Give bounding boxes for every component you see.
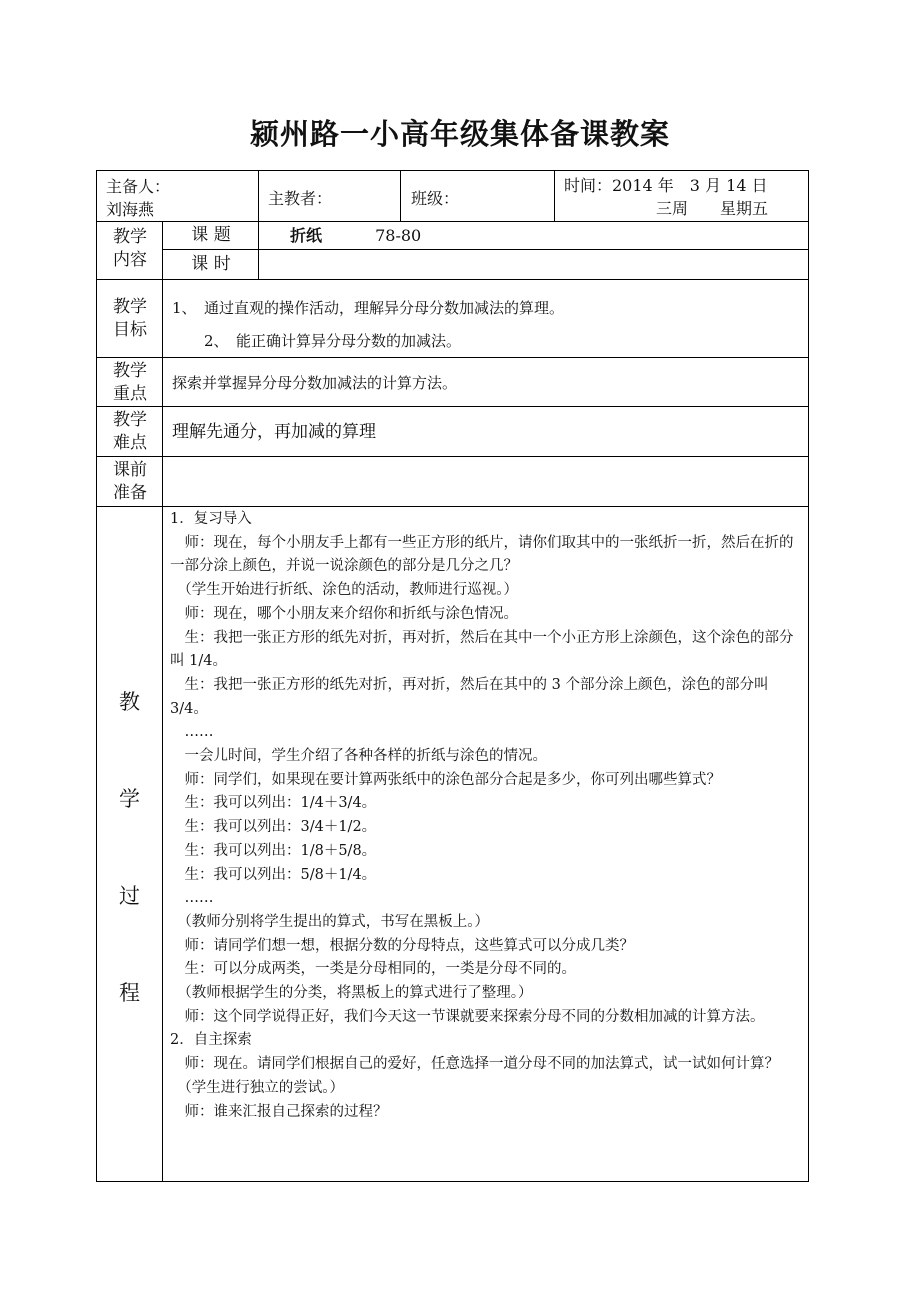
col-divider: [162, 221, 163, 1182]
process-paragraph: 生：我可以列出：1/4＋3/4。: [170, 795, 377, 812]
process-paragraph: （学生开始进行折纸、涂色的活动，教师进行巡视。）: [170, 582, 518, 599]
process-paragraph: 一会儿时间，学生介绍了各种各样的折纸与涂色的情况。: [170, 748, 547, 765]
process-paragraph: 师：同学们，如果现在要计算两张纸中的涂色部分合起是多少，你可列出哪些算式？: [170, 771, 721, 788]
process-label-char: 学: [119, 787, 140, 811]
class-label: 班级：: [411, 189, 460, 208]
process-paragraph: 师：现在，哪个小朋友来介绍你和折纸与涂色情况。: [170, 605, 518, 622]
preparer-cell: [106, 175, 170, 221]
row-divider: [96, 357, 809, 358]
focus-value: 探索并掌握异分母分数加减法的计算方法。: [172, 374, 458, 392]
process-paragraph: 生：我可以列出：5/8＋1/4。: [170, 866, 377, 883]
row-divider: [96, 456, 809, 457]
time-cell: [564, 174, 768, 220]
process-paragraph: 生：我把一张正方形的纸先对折，再对折，然后在其中一个小正方形上涂颜色，这个涂色的部分叫 1/4。: [170, 629, 794, 670]
preparer-name: 刘海燕: [106, 200, 155, 219]
col-divider: [554, 170, 555, 222]
row-divider: [96, 406, 809, 407]
process-paragraph: 2．自主探索: [170, 1032, 252, 1049]
process-body: [170, 508, 805, 1124]
process-paragraph: 师：这个同学说得正好，我们今天这一节课就要来探索分母不同的分数相加减的计算方法。: [170, 1008, 765, 1025]
process-paragraph: （教师分别将学生提出的算式，书写在黑板上。）: [170, 913, 489, 930]
difficulty-label: 教学难点: [113, 410, 147, 453]
table-border-right: [808, 170, 809, 1182]
process-paragraph: 生：我可以列出：1/8＋5/8。: [170, 842, 377, 859]
page-title: 颍州路一小高年级集体备课教案: [249, 117, 670, 151]
process-paragraph: ……: [170, 724, 214, 741]
table-border-top: [96, 170, 809, 171]
process-paragraph: （教师根据学生的分类，将黑板上的算式进行了整理。）: [170, 985, 533, 1002]
goal-label: 教学目标: [113, 297, 147, 340]
process-paragraph: 生：我可以列出：3/4＋1/2。: [170, 819, 377, 836]
row-divider: [96, 279, 809, 280]
preparer-label: 主备人：: [106, 177, 171, 196]
process-paragraph: 生：我把一张正方形的纸先对折，再对折，然后在其中的 3 个部分涂上颜色，涂色的部分叫 3/4。: [170, 676, 769, 717]
topic-label: 课 题: [191, 225, 231, 245]
process-paragraph: 师：请同学们想一想，根据分数的分母特点，这些算式可以分成几类？: [170, 937, 634, 954]
col-divider: [400, 170, 401, 222]
process-paragraph: （学生进行独立的尝试。）: [170, 1079, 344, 1096]
prep-label: 课前准备: [113, 460, 147, 503]
process-paragraph: 师：现在，每个小朋友手上都有一些正方形的纸片，请你们取其中的一张纸折一折，然后在折的一部分涂上颜色，并说一说涂颜色的部分是几分之几？: [170, 534, 794, 575]
topic-pages: 78-80: [375, 226, 422, 245]
process-label-char: 程: [119, 981, 140, 1005]
process-paragraph: 师：现在。请同学们根据自己的爱好，任意选择一道分母不同的加法算式，试一试如何计算？: [170, 1056, 779, 1073]
process-paragraph: 1．复习导入: [170, 511, 252, 527]
teacher-label: 主教者：: [268, 189, 333, 208]
focus-label: 教学重点: [113, 361, 147, 404]
process-label-char: 过: [119, 884, 140, 908]
process-paragraph: ……: [170, 890, 214, 907]
time-week: 三周 星期五: [656, 199, 769, 218]
process-paragraph: 生：可以分成两类，一类是分母相同的，一类是分母不同的。: [170, 961, 576, 978]
content-label: 教学内容: [113, 227, 147, 270]
process-paragraph: 师：谁来汇报自己探索的过程？: [170, 1103, 388, 1120]
difficulty-value: 理解先通分，再加减的算理: [172, 422, 376, 442]
row-divider: [162, 249, 809, 250]
col-divider: [258, 170, 259, 222]
goal-item-1: 1、 通过直观的操作活动，理解异分母分数加减法的算理。: [172, 299, 565, 317]
process-label-char: 教: [119, 690, 140, 714]
time-date: 时间：2014 年 3 月 14 日: [564, 176, 768, 195]
table-border-bottom: [96, 1181, 809, 1182]
topic-name: 折纸: [290, 226, 323, 245]
hours-label: 课 时: [191, 254, 231, 274]
row-divider: [96, 506, 809, 507]
table-border-left: [96, 170, 97, 1182]
goal-item-2: 2、 能正确计算异分母分数的加减法。: [204, 332, 462, 350]
topic-value: [290, 224, 421, 247]
col-divider: [258, 221, 259, 280]
row-divider: [96, 221, 809, 222]
